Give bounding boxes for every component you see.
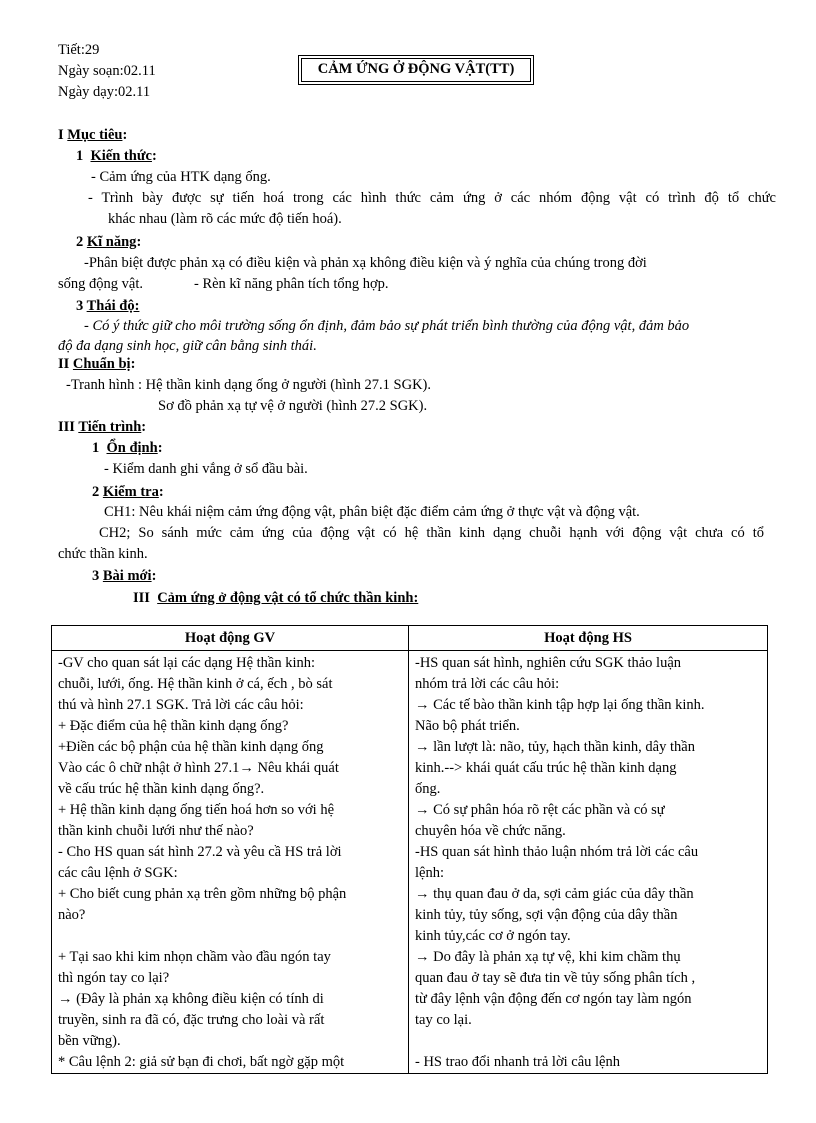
- gv-text-line: chuỗi, lưới, ống. Hệ thần kinh ở cá, ếch , bò sát: [58, 676, 333, 692]
- col-header-hs: Hoạt động HS: [409, 626, 768, 651]
- objectives-heading: I Mục tiêu:: [58, 127, 128, 143]
- table-header-row: [52, 626, 768, 651]
- preparation-line-2: Sơ đồ phản xạ tự vệ ở người (hình 27.2 SGK).: [158, 398, 428, 414]
- gv-text-line: thần kinh chuỗi lưới như thế nào?: [58, 823, 254, 839]
- gv-text-line: bền vững).: [58, 1033, 121, 1049]
- table-row: [52, 651, 768, 1074]
- check-heading: 2 Kiểm tra:: [92, 484, 164, 500]
- hs-text-line: → Các tế bào thần kinh tập hợp lại ống thần kinh.: [415, 697, 705, 713]
- hs-text-line: → thụ quan đau ở da, sợi cảm giác của dây thần: [415, 886, 694, 902]
- hs-text-line: ống.: [415, 781, 441, 797]
- process-heading: III Tiến trình:: [58, 419, 147, 435]
- hs-text-line: -HS quan sát hình thảo luận nhóm trả lời các câu: [415, 844, 699, 860]
- gv-text-line: + Hệ thần kinh dạng ống tiến hoá hơn so với hệ: [58, 802, 335, 818]
- hs-text-line: → lần lượt là: não, tủy, hạch thần kinh, dây thần: [415, 739, 695, 755]
- gv-text-line: thú và hình 27.1 SGK. Trả lời các câu hỏi:: [58, 697, 304, 713]
- attitude-line-2: độ đa dạng sinh học, giữ cân bằng sinh thái.: [58, 338, 317, 354]
- skills-line-1: -Phân biệt được phản xạ có điều kiện và phản xạ không điều kiện và ý nghĩa của chúng trong đời: [84, 255, 647, 271]
- skills-heading: 2 Kĩ năng:: [76, 234, 142, 250]
- hs-text-line: → Do đây là phản xạ tự vệ, khi kim chầm thụ: [415, 949, 681, 965]
- gv-text-line: nào?: [58, 907, 86, 923]
- gv-text-line: → (Đây là phản xạ không điều kiện có tính di: [58, 991, 324, 1007]
- knowledge-item-2-cont: khác nhau (làm rõ các mức độ tiến hoá).: [108, 211, 342, 227]
- check-question-2-cont: chức thần kinh.: [58, 546, 148, 562]
- activity-table: [51, 625, 768, 1074]
- skills-line-2a: sống động vật.: [58, 276, 143, 292]
- hs-text-line: từ đây lệnh vận động đến cơ ngón tay làm ngón: [415, 991, 692, 1007]
- hs-text-line: kinh tủy, tủy sống, sợi vận động của dây thần: [415, 907, 678, 923]
- gv-text-line: + Đặc điểm của hệ thần kinh dạng ống?: [58, 718, 289, 734]
- hs-text-line: - HS trao đổi nhanh trả lời câu lệnh: [415, 1054, 620, 1070]
- hs-text-line: tay co lại.: [415, 1012, 472, 1028]
- gv-text-line: về cấu trúc hệ thần kinh dạng ống?.: [58, 781, 265, 797]
- attitude-line-1: - Có ý thức giữ cho môi trường sống ổn định, đảm bảo sự phát triển bình thường của động vật, đảm bảo: [84, 318, 690, 334]
- gv-text-line: các câu lệnh ở SGK:: [58, 865, 178, 881]
- gv-text-line: + Tại sao khi kim nhọn chầm vào đầu ngón tay: [58, 949, 331, 965]
- hs-text-line: quan đau ở tay sẽ đưa tin về tủy sống phân tích ,: [415, 970, 696, 986]
- section-title: III Cảm ứng ở động vật có tổ chức thần kinh:: [133, 590, 419, 606]
- preparation-heading: II Chuẩn bị:: [58, 356, 136, 372]
- knowledge-heading: 1 Kiến thức:: [76, 148, 157, 164]
- teach-date: Ngày dạy:02.11: [58, 84, 151, 100]
- lesson-title: CẢM ỨNG Ở ĐỘNG VẬT(TT): [317, 61, 515, 77]
- hs-text-line: lệnh:: [415, 865, 444, 881]
- skills-line-2b: - Rèn kĩ năng phân tích tổng hợp.: [194, 276, 389, 292]
- stabilize-text: - Kiểm danh ghi vắng ở sổ đầu bài.: [104, 461, 308, 477]
- preparation-line-1: -Tranh hình : Hệ thần kinh dạng ống ở người (hình 27.1 SGK).: [66, 377, 431, 393]
- col-header-gv: Hoạt động GV: [52, 626, 409, 651]
- gv-text-line: -GV cho quan sát lại các dạng Hệ thần kinh:: [58, 655, 316, 671]
- hs-text-line: nhóm trả lời các câu hỏi:: [415, 676, 560, 692]
- lesson-title-box: [298, 55, 534, 85]
- hs-text-line: → Có sự phân hóa rõ rệt các phần và có sự: [415, 802, 665, 818]
- lesson-number: Tiết:29: [58, 42, 100, 58]
- check-question-1: CH1: Nêu khái niệm cảm ứng động vật, phân biệt đặc điểm cảm ứng ở thực vật và động vật.: [104, 504, 640, 520]
- hs-text-line: chuyên hóa về chức năng.: [415, 823, 566, 839]
- hs-text-line: kinh.--> khái quát cấu trúc hệ thần kinh dạng: [415, 760, 677, 776]
- gv-text-line: Vào các ô chữ nhật ở hình 27.1→ Nêu khái quát: [58, 760, 339, 776]
- hs-text-line: kinh tủy,các cơ ở ngón tay.: [415, 928, 571, 944]
- new-lesson-heading: 3 Bài mới:: [92, 568, 157, 584]
- check-question-2: CH2; So sánh mức cảm ứng của động vật có hệ thần kinh dạng chuỗi hạnh với động vật chưa có tổ: [99, 525, 764, 541]
- gv-text-line: thì ngón tay co lại?: [58, 970, 170, 986]
- hs-text-line: Não bộ phát triển.: [415, 718, 520, 734]
- attitude-heading: 3 Thái độ:: [76, 298, 140, 314]
- gv-text-line: +Điền các bộ phận của hệ thần kinh dạng ống: [58, 739, 324, 755]
- hs-activity-cell: [409, 651, 768, 1074]
- knowledge-item-1: - Cảm ứng của HTK dạng ống.: [91, 169, 271, 185]
- stabilize-heading: 1 Ổn định:: [92, 440, 163, 456]
- gv-text-line: truyền, sinh ra đã có, đặc trưng cho loài và rất: [58, 1012, 325, 1028]
- prep-date: Ngày soạn:02.11: [58, 63, 156, 79]
- knowledge-item-2: - Trình bày được sự tiến hoá trong các hình thức cảm ứng ở các nhóm động vật có trình độ tổ chức: [88, 190, 776, 206]
- gv-text-line: [58, 926, 402, 947]
- gv-text-line: * Câu lệnh 2: giả sử bạn đi chơi, bất ngờ gặp một: [58, 1054, 345, 1070]
- hs-text-line: [415, 1031, 761, 1052]
- hs-text-line: -HS quan sát hình, nghiên cứu SGK thảo luận: [415, 655, 682, 671]
- gv-activity-cell: [52, 651, 409, 1074]
- gv-text-line: - Cho HS quan sát hình 27.2 và yêu cầ HS trả lời: [58, 844, 342, 860]
- gv-text-line: + Cho biết cung phản xạ trên gồm những bộ phận: [58, 886, 347, 902]
